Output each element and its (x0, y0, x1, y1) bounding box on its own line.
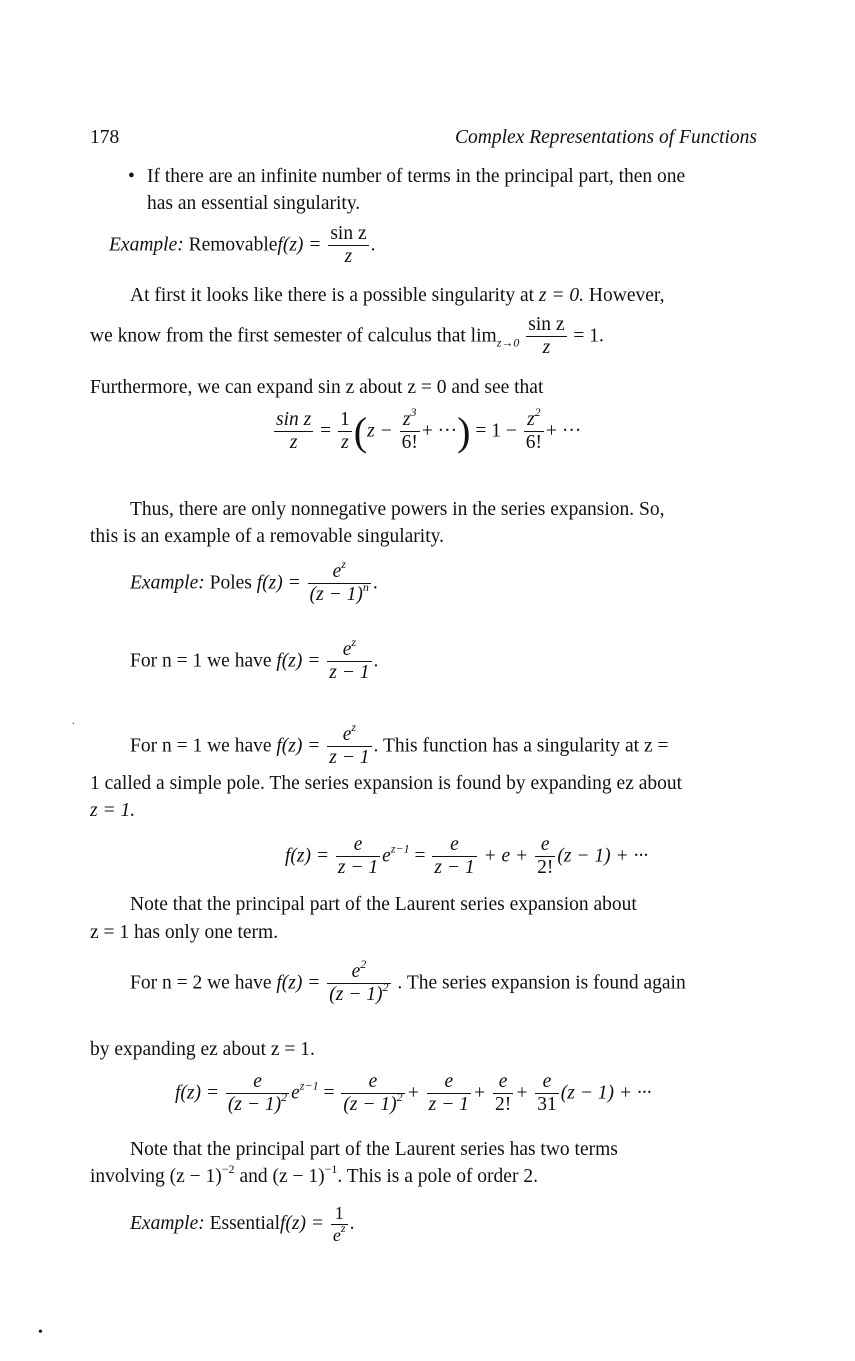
stray-mark: . (72, 716, 75, 727)
example-poles: Example: Poles f(z) = $\frac{e^z}{(z - 1)^n}$ . (130, 557, 378, 606)
paragraph-line: Note that the principal part of the Laurent series expansion about (130, 894, 637, 915)
example-removable: Example: Removablef(z) = $\frac{\text{sin z}}{z}$ . (109, 223, 376, 268)
paragraph-line: z = 1 has only one term. (90, 922, 279, 943)
case-n1-first: For n = 1 we have f(z) = $\frac{e^z}{z - 1}$ . (130, 635, 379, 684)
paragraph-line: Note that the principal part of the Laurent series has two terms (130, 1139, 618, 1160)
paragraph-line-limit: we know from the first semester of calculus that $\lim_{z\to 0}$ $\frac{\text{sin z}}{z}$ = 1. (90, 314, 604, 359)
equation-simple-pole: f(z) = $\frac{e}{z - 1}$ $e^{z-1}$ = $\frac{e}{z - 1}$ + e + $\frac{e}{2!}$ (z − 1) + ··· (285, 834, 649, 879)
bullet-dot-icon: • (128, 166, 135, 187)
page-number: 178 (90, 127, 120, 148)
equation-sin-expansion: $\frac{\text{sin z}}{z}$ = $\frac{1}{z}$ (z − $\frac{z^3}{6!}$ + ···) = 1 − $\frac{z^2}{6!}$ + ··· (276, 405, 582, 454)
example-text: Removable (188, 234, 278, 256)
running-title: Complex Representations of Functions (455, 127, 758, 148)
equation-pole-order-2: f(z) = $\frac{e}{(z - 1)^2}$ $e^{z-1}$ = $\frac{e}{(z - 1)^2}$ + $\frac{e}{z - 1}$ + $\frac{e}{2!}$ + $\frac{e}{31}$ (z − 1) + ··· (175, 1071, 652, 1116)
case-n1-second: For n = 1 we have f(z) = $\frac{e^z}{z - 1}$ . This function has a singularity at z = (130, 720, 669, 769)
bullet-line-2: has an essential singularity. (147, 193, 361, 214)
fraction-denominator: z (344, 246, 353, 268)
paragraph-line: z = 1. (90, 800, 136, 821)
fraction-numerator: sin z (328, 224, 368, 246)
paragraph-line: this is an example of a removable singularity. (90, 526, 444, 547)
paragraph-line: involving $(z - 1)^{-2}$ and $(z - 1)^{-1}$. This is a pole of order 2. (90, 1162, 538, 1187)
paragraph-line: Furthermore, we can expand sin z about z = 0 and see that (90, 377, 544, 398)
example-essential: Example: Essentialf(z) = $\frac{1}{e^z}$ . (130, 1203, 355, 1245)
paragraph-line: Thus, there are only nonnegative powers in the series expansion. So, (130, 499, 665, 520)
case-n2: For n = 2 we have f(z) = $\frac{e^2}{(z - 1)^2}$ . The series expansion is found again (130, 957, 686, 1006)
paragraph-line: 1 called a simple pole. The series expansion is found by expanding ez about (90, 773, 683, 794)
function-def: f(z) = (277, 234, 322, 256)
bullet-line-1: If there are an infinite number of terms in the principal part, then one (147, 166, 686, 187)
stray-mark: • (38, 1325, 43, 1340)
example-label: Example: (109, 234, 184, 256)
paragraph-line: by expanding ez about z = 1. (90, 1039, 315, 1060)
paragraph-line: At first it looks like there is a possible singularity at z = 0. However, (130, 285, 665, 306)
